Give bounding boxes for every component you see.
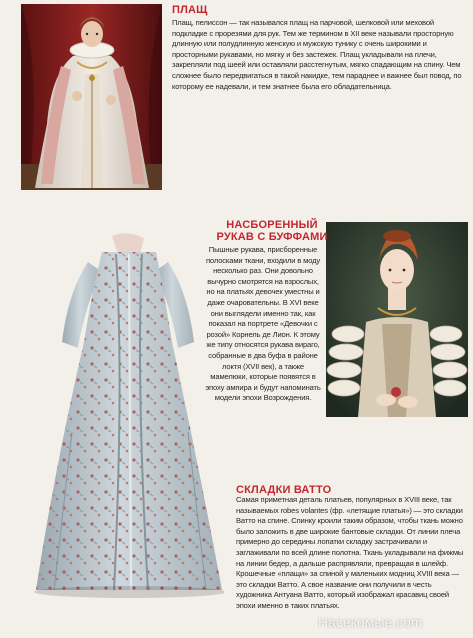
watteau-heading: СКЛАДКИ ВАТТО: [236, 484, 332, 496]
sleeve-heading-line1: НАСБОРЕННЫЙ: [226, 219, 318, 231]
cloak-paragraph: Плащ, пелиссон — так назывался плащ на парчовой, шелковой или меховой подкладке с прорезями для рук. Тем же термином в XII веке называли просторную длинную или полудлинную женскую и мужскую тунику с очень широкими и просторными рукавами, но мягку и без застежек. Плащ укладывали на плечи, закрепляли под шеей или оставляли расстегнутым, мягко спадающим на спину. Чем сложнее было передвигаться в такой накидке, тем параднее и важнее был повод, по которому ее надевали, и тем знатнее была его обладательница.: [172, 18, 462, 91]
site-watermark: Насекомые.com: [318, 614, 423, 630]
portrait-girl-cloak: [21, 4, 162, 190]
cloak-heading: ПЛАЩ: [172, 4, 208, 16]
sleeve-heading: [212, 219, 332, 243]
photo-watteau-dress: [32, 232, 224, 607]
sleeve-heading-line2: РУКАВ С БУФФАМИ: [216, 231, 328, 243]
sleeve-paragraph: Пышные рукава, присборенные полосками ткани, входили в моду несколько раз. Они довольно вычурно смотрятся на взрослых, но на платьях девочек уместны и даже очаровательны. В XVI веке они выглядели именно так, как показал на портрете «Девочки с розой» Корнель де Лион. К этому же типу относятся рукава вирaго, собранные в два буфа в районе локтя (XVII век), а также мамелюки, которые появятся в эпоху ампира и будут напоминать модели эпохи Возрождения.: [205, 245, 321, 403]
watteau-paragraph: Самая приметная деталь платьев, популярных в XVIII веке, так называемых robes volantes (фр. «летящие платья») — это складки Ватто на спине. Спинку кроили таким образом, чтобы ткань можно было заложить в две широкие бантовые складки. От линии плеча примерно до середины лопатки складку застрачивали и заглаживали по всей длине полотна. Ткань укладывали на фижмы на линии бедер, а дальше распрявляли, превращая в шлейф. Крошечные «плащи» за спиной у маленьких модниц XVIII века — это складки Ватто. А свое название они получили в честь художника Антуана Ватто, который изображал красавиц своей эпохи именно в таких платьях.: [236, 495, 464, 610]
portrait-girl-puffed-sleeves: [326, 222, 468, 417]
